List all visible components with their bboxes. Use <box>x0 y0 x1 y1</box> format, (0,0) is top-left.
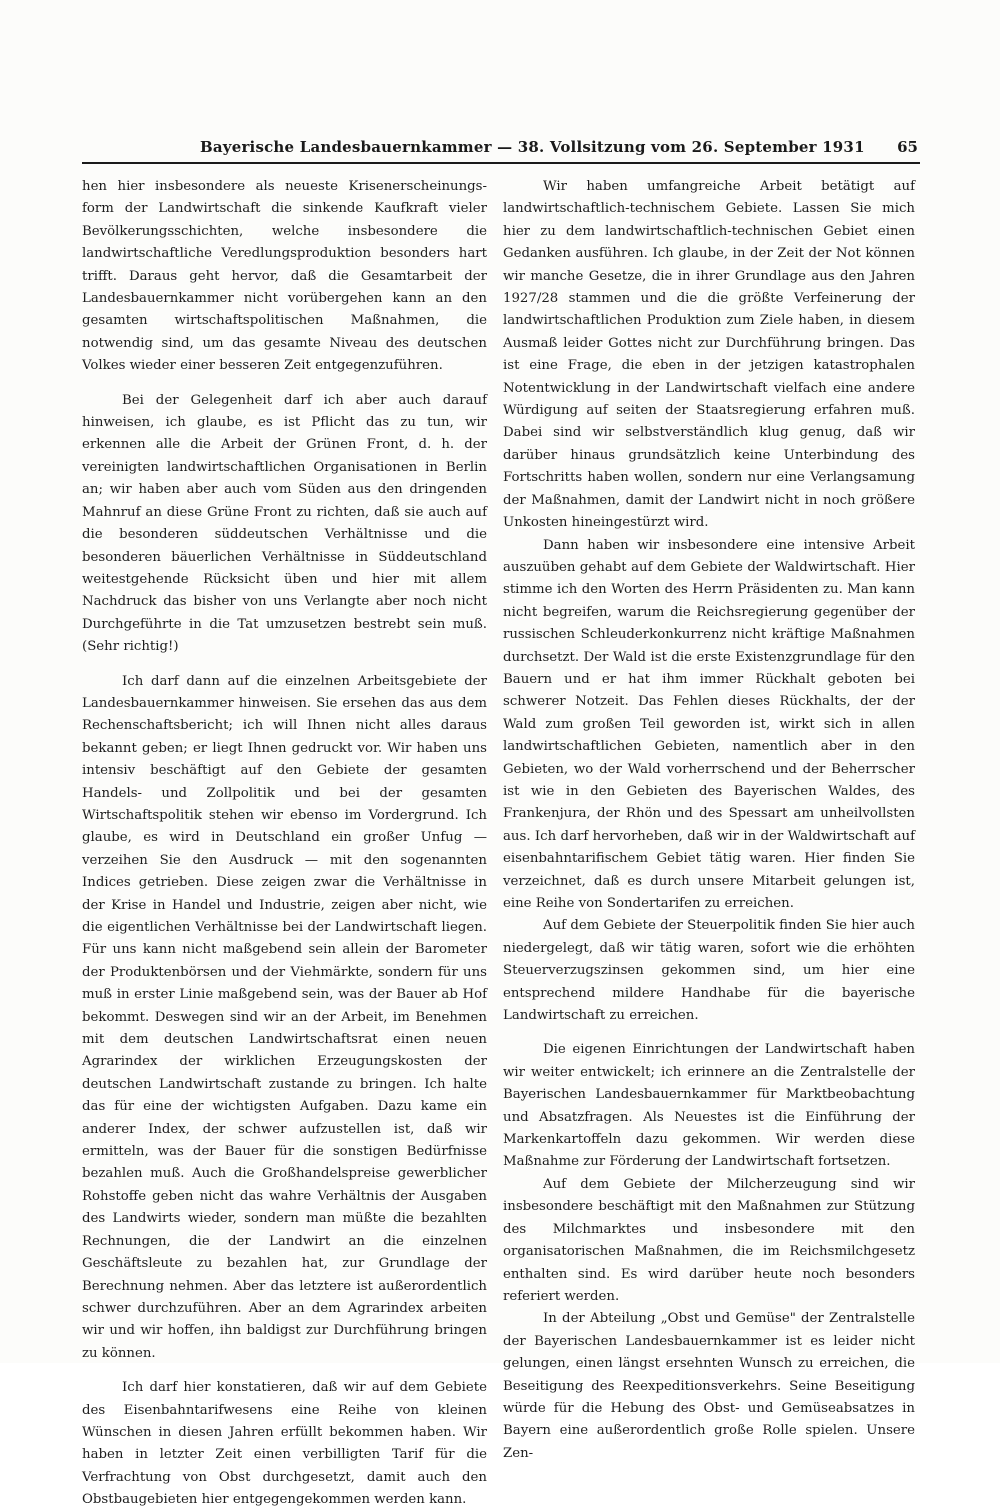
paragraph: Dann haben wir insbesondere eine intensive Arbeit auszuüben gehabt auf dem Gebiete der Waldwirtschaft. Hier stimme ich den Worten des Herrn Präsidenten zu. Man kann nicht begreifen, warum die Reichsregierung gegenüber der russischen Schleuderkonkurrenz nicht kräftige Maßnahmen durchsetzt. Der Wald ist die erste Existenzgrundlage für den Bauern und er hat ihm immer Rückhalt geboten bei schwerer Notzeit. Das Fehlen dieses Rückhalts, der der Wald zum großen Teil geworden ist, wirkt sich in allen landwirtschaftlichen Gebieten, namentlich aber in den Gebieten, wo der Wald vorherrschend und der Beherrscher ist wie in den Gebieten des Bayerischen Waldes, des Frankenjura, der Rhön und des Spessart am unheilvollsten aus. Ich darf hervorheben, daß wir in der Waldwirtschaft auf eisenbahntarifischem Gebiet tätig waren. Hier finden Sie verzeichnet, daß es durch unsere Mitarbeit gelungen ist, eine Reihe von Sondertarifen zu erreichen. <box>503 537 915 911</box>
header-title: Bayerische Landesbauernkammer — 38. Vollsitzung vom 26. September 1931 <box>200 138 865 156</box>
paragraph: Bei der Gelegenheit darf ich aber auch darauf hinweisen, ich glaube, es ist Pflicht das zu tun, wir erkennen alle die Arbeit der Grünen Front, d. h. der vereinigten landwirtschaftlichen Organisationen in Berlin an; wir haben aber auch vom Süden aus den dringenden Mahnruf an diese Grüne Front zu richten, daß sie auch auf die besonderen süddeutschen Verhältnisse und die besonderen bäuerlichen Verhältnisse in Süddeutschland weitestgehende Rücksicht üben und hier mit allem Nachdruck das bisher von uns Verlangte aber noch nicht Durchgeführte in die Tat umzusetzen bestrebt sein muß. (Sehr richtig!) <box>82 392 487 655</box>
paragraph: Ich darf hier konstatieren, daß wir auf dem Gebiete des Eisenbahntarifwesens eine Reihe von kleinen Wünschen in diesen Jahren erfüllt bekommen haben. Wir haben in letzter Zeit einen verbilligten Tarif für die Verfrachtung von Obst durchgesetzt, damit auch den Obstbaugebieten hier entgegengekommen werden kann. <box>82 1380 487 1508</box>
paragraph: Die eigenen Einrichtungen der Landwirtschaft haben wir weiter entwickelt; ich erinnere an die Zentralstelle der Bayerischen Landesbauernkammer für Marktbeobachtung und Absatzfragen. Als Neuestes ist die Einführung der Markenkartoffeln dazu gekommen. Wir werden diese Maßnahme zur Förderung der Landwirtschaft fortsetzen. <box>503 1042 915 1170</box>
paragraph: hen hier insbesondere als neueste Krisenerscheinungs-form der Landwirtschaft die sinkende Kaufkraft vieler Bevölkerungsschichten, welche insbesondere die landwirtschaftliche Veredlungsproduktion besonders hart trifft. Daraus geht hervor, daß die Gesamtarbeit der Landesbauernkammer nicht vorübergehen kann an den gesamten wirtschaftspolitischen Maßnahmen, die notwendig sind, um das gesamte Niveau des deutschen Volkes wieder einer besseren Zeit entgegenzuführen. <box>82 179 487 374</box>
paragraph: Ich darf dann auf die einzelnen Arbeitsgebiete der Landesbauernkammer hinweisen. Sie ersehen das aus dem Rechenschaftsbericht; ich will Ihnen nicht alles daraus bekannt geben; er liegt Ihnen gedruckt vor. Wir haben uns intensiv beschäftigt auf den Gebiete der gesamten Handels- und Zollpolitik und bei der gesamten Wirtschaftspolitik stehen wir ebenso im Vordergrund. Ich glaube, es wird in Deutschland ein großer Unfug — verzeihen Sie den Ausdruck — mit den sogenannten Indices getrieben. Diese zeigen zwar die Verhältnisse in der Krise in Handel und Industrie, zeigen aber nicht, wie die eigentlichen Verhältnisse bei der Landwirtschaft liegen. Für uns kann nicht maßgebend sein allein der Barometer der Produktenbörsen und der Viehmärkte, sondern für uns muß in erster Linie maßgebend sein, was der Bauer ab Hof bekommt. Deswegen sind wir an der Arbeit, im Benehmen mit dem deutschen Landwirtschaftsrat einen neuen Agrarindex der wirklichen Erzeugungskosten der deutschen Landwirtschaft zustande zu bringen. Ich halte das für eine der wichtigsten Aufgaben. Dazu kame ein anderer Index, der schwer aufzustellen ist, daß wir ermitteln, was der Bauer für die sonstigen Bedürfnisse bezahlen muß. Auch die Großhandelspreise gewerblicher Rohstoffe geben nicht das wahre Verhältnis der Ausgaben des Landwirts wieder, sondern man müßte die bezahlten Rechnungen, die der Landwirt an die einzelnen Geschäftsleute zu bezahlen hat, zur Grundlage der Berechnung nehmen. Aber das letztere ist außerordentlich schwer durchzuführen. Aber an dem Agrarindex arbeiten wir und wir hoffen, ihn baldigst zur Durchführung bringen zu können. <box>82 673 487 1361</box>
paragraph: Auf dem Gebiete der Milcherzeugung sind wir insbesondere beschäftigt mit den Maßnahmen zur Stützung des Milchmarktes und insbesondere mit den organisatorischen Maßnahmen, die im Reichsmilchgesetz enthalten sind. Es wird darüber heute noch besonders referiert werden. <box>503 1176 915 1304</box>
running-header <box>82 138 920 164</box>
page-number: 65 <box>897 138 918 156</box>
paragraph: Auf dem Gebiete der Steuerpolitik finden Sie hier auch niedergelegt, daß wir tätig waren, sofort wie die erhöhten Steuerverzugszinsen gekommen sind, um hier eine entsprechend mildere Handhabe für die bayerische Landwirtschaft zu erreichen. <box>503 918 915 1024</box>
right-column <box>503 176 915 1465</box>
paragraph: Wir haben umfangreiche Arbeit betätigt auf landwirtschaftlich-technischem Gebiete. Lassen Sie mich hier zu dem landwirtschaftlich-technischen Gebiet einen Gedanken ausführen. Ich glaube, in der Zeit der Not können wir manche Gesetze, die in ihrer Grundlage aus den Jahren 1927/28 stammen und die die größte Verfeinerung der landwirtschaftlichen Produktion zum Ziele haben, in diesem Ausmaß leider Gottes nicht zur Durchführung bringen. Das ist eine Frage, die eben in der jetzigen katastrophalen Notentwicklung in der Landwirtschaft vielfach eine andere Würdigung auf seiten der Staatsregierung erfahren muß. Dabei sind wir selbstverständlich klug genug, daß wir darüber hinaus grundsätzlich keine Unterbindung des Fortschritts haben wollen, sondern nur eine Verlangsamung der Maßnahmen, damit der Landwirt nicht in noch größere Unkosten hineingestürzt wird. <box>503 179 915 531</box>
left-column <box>82 176 487 1512</box>
paragraph: In der Abteilung „Obst und Gemüse" der Zentralstelle der Bayerischen Landesbauernkammer ist es leider nicht gelungen, einen längst ersehnten Wunsch zu erreichen, die Beseitigung des Reexpeditionsverkehrs. Seine Beseitigung würde für die Hebung des Obst- und Gemüseabsatzes in Bayern eine außerordentlich große Rolle spielen. Unsere Zen- <box>503 1311 915 1461</box>
